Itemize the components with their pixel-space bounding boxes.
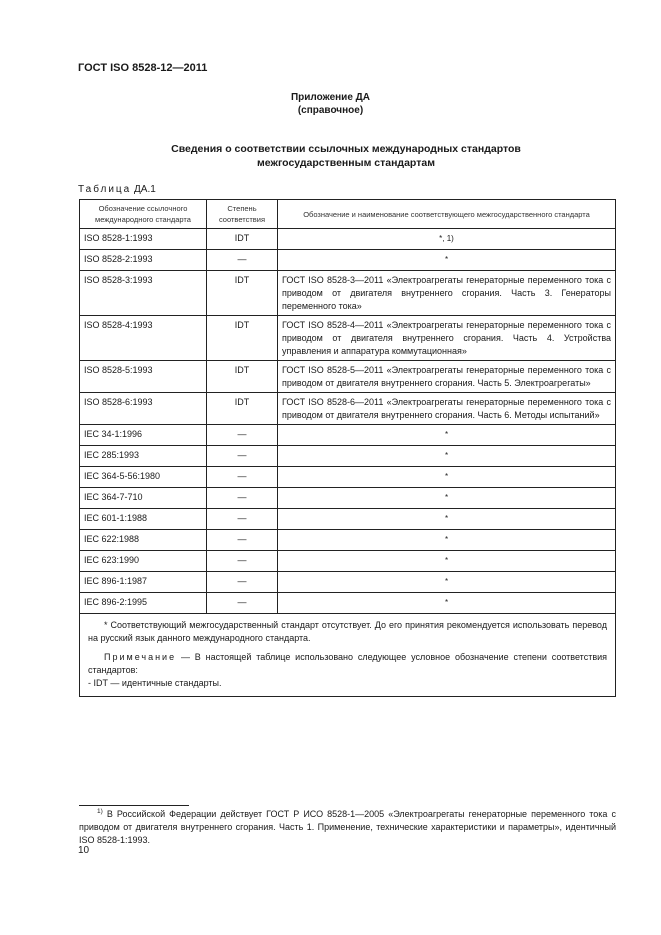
- cell-degree: IDT: [207, 361, 278, 393]
- cell-degree: —: [207, 446, 278, 467]
- degree-legend: - IDT — идентичные стандарты.: [88, 678, 222, 688]
- cell-standard: IEC 364-5-56:1980: [80, 467, 207, 488]
- cell-standard: ISO 8528-2:1993: [80, 250, 207, 271]
- table-row: [80, 229, 616, 250]
- section-title: [0, 142, 661, 170]
- cell-standard: ISO 8528-6:1993: [80, 393, 207, 425]
- cell-standard: IEC 622:1988: [80, 530, 207, 551]
- table-caption-id: ДА.1: [134, 184, 156, 195]
- cell-degree: IDT: [207, 271, 278, 316]
- cell-national-standard: *: [278, 250, 616, 271]
- cell-national-standard: ГОСТ ISO 8528-6—2011 «Электроагрегаты генераторные переменного тока с приводом от двигателя внутреннего сгорания. Часть 6. Методы испытаний»: [278, 393, 616, 425]
- table-row: [80, 467, 616, 488]
- cell-standard: IEC 34-1:1996: [80, 425, 207, 446]
- remark: [88, 651, 607, 677]
- cell-degree: —: [207, 250, 278, 271]
- section-title-line1: Сведения о соответствии ссылочных международных стандартов: [171, 143, 521, 155]
- appendix-subtitle: (справочное): [297, 105, 364, 116]
- table-row: [80, 509, 616, 530]
- cell-degree: IDT: [207, 316, 278, 361]
- cell-degree: —: [207, 572, 278, 593]
- cell-degree: —: [207, 467, 278, 488]
- page-number: 10: [78, 845, 90, 856]
- cell-standard: IEC 623:1990: [80, 551, 207, 572]
- table-caption-prefix: Таблица: [78, 184, 132, 195]
- cell-degree: IDT: [207, 229, 278, 250]
- cell-national-standard: *: [278, 509, 616, 530]
- table-row: [80, 446, 616, 467]
- header-standard: Обозначение ссылочного международного стандарта: [80, 200, 207, 229]
- cell-national-standard: *: [278, 425, 616, 446]
- table-row: [80, 593, 616, 614]
- table-notes: [80, 614, 616, 697]
- cell-national-standard: ГОСТ ISO 8528-5—2011 «Электроагрегаты генераторные переменного тока с приводом от двигателя внутреннего сгорания. Часть 5. Электроагрегаты»: [278, 361, 616, 393]
- table-row: [80, 551, 616, 572]
- cell-national-standard: *: [278, 488, 616, 509]
- cell-standard: IEC 364-7-710: [80, 488, 207, 509]
- table-row: [80, 530, 616, 551]
- header-degree: Степень соответствия: [207, 200, 278, 229]
- star-note: * Соответствующий межгосударственный стандарт отсутствует. До его принятия рекомендуется использовать перевод на русский язык данного международного стандарта.: [88, 620, 607, 643]
- table-row: [80, 425, 616, 446]
- cell-degree: —: [207, 551, 278, 572]
- table-row: [80, 271, 616, 316]
- cell-degree: IDT: [207, 393, 278, 425]
- header-national-standard: Обозначение и наименование соответствующего межгосударственного стандарта: [278, 200, 616, 229]
- table-row: [80, 250, 616, 271]
- cell-standard: ISO 8528-4:1993: [80, 316, 207, 361]
- cell-national-standard: *: [278, 593, 616, 614]
- table-row: [80, 488, 616, 509]
- cell-degree: —: [207, 509, 278, 530]
- cell-degree: —: [207, 425, 278, 446]
- cell-standard: IEC 896-1:1987: [80, 572, 207, 593]
- cell-standard: IEC 896-2:1995: [80, 593, 207, 614]
- table-caption: [78, 184, 156, 195]
- cell-standard: IEC 601-1:1988: [80, 509, 207, 530]
- cell-standard: IEC 285:1993: [80, 446, 207, 467]
- table-row: [80, 393, 616, 425]
- footnote-text: В Российской Федерации действует ГОСТ Р ИСО 8528-1—2005 «Электроагрегаты генераторные переменного тока с приводом от двигателя внутреннего сгорания. Часть 1. Применение, технические характеристики и параметры», идентичный ISO 8528-1:1993.: [79, 809, 616, 845]
- footnote-separator: [79, 805, 189, 806]
- cell-standard: ISO 8528-5:1993: [80, 361, 207, 393]
- table-header-row: [80, 200, 616, 229]
- footnote-marker: 1): [97, 808, 103, 815]
- cell-national-standard: *: [278, 530, 616, 551]
- cell-national-standard: *: [278, 467, 616, 488]
- section-title-line2: межгосударственным стандартам: [257, 157, 435, 169]
- document-code: ГОСТ ISO 8528-12—2011: [78, 62, 208, 74]
- cell-degree: —: [207, 488, 278, 509]
- table-notes-row: [80, 614, 616, 697]
- remark-label: Примечание: [104, 652, 177, 662]
- cell-national-standard: ГОСТ ISO 8528-3—2011 «Электроагрегаты генераторные переменного тока с приводом от двигателя внутреннего сгорания. Часть 3. Генераторы переменного тока»: [278, 271, 616, 316]
- table-row: [80, 361, 616, 393]
- cell-national-standard: *, 1): [278, 229, 616, 250]
- correspondence-table: [79, 199, 616, 697]
- appendix-title: Приложение ДА: [290, 92, 371, 103]
- cell-standard: ISO 8528-3:1993: [80, 271, 207, 316]
- cell-degree: —: [207, 593, 278, 614]
- cell-national-standard: *: [278, 551, 616, 572]
- cell-national-standard: ГОСТ ISO 8528-4—2011 «Электроагрегаты генераторные переменного тока с приводом от двигателя внутреннего сгорания. Часть 4. Устройства управления и аппаратура коммутационная»: [278, 316, 616, 361]
- cell-national-standard: *: [278, 446, 616, 467]
- remark-text: — В настоящей таблице использовано следующее условное обозначение степени соответствия стандартов:: [88, 652, 607, 675]
- footnote: [79, 808, 616, 847]
- table-row: [80, 572, 616, 593]
- cell-degree: —: [207, 530, 278, 551]
- table-row: [80, 316, 616, 361]
- cell-national-standard: *: [278, 572, 616, 593]
- cell-standard: ISO 8528-1:1993: [80, 229, 207, 250]
